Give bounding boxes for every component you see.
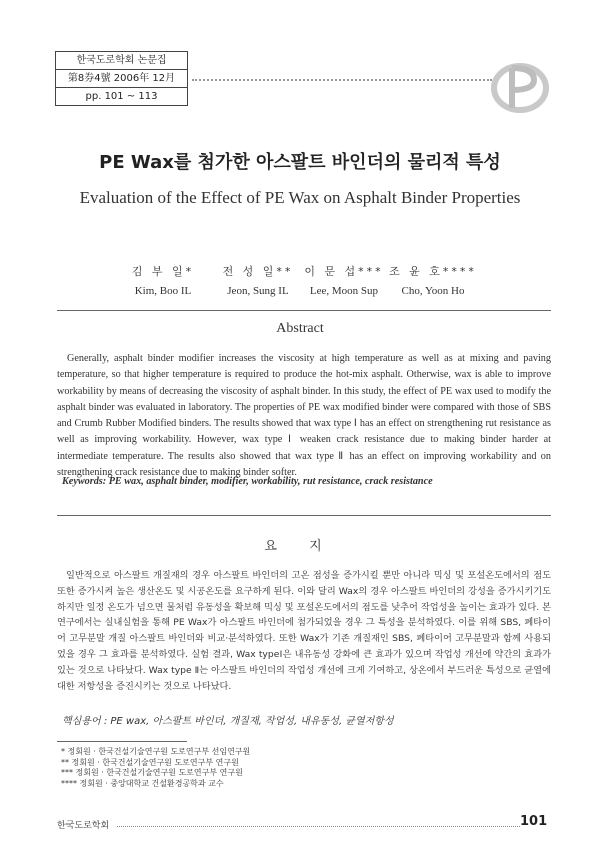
author-1-ko: 김 부 일*: [131, 265, 195, 278]
footnote-1: * 정회원 · 한국건설기술연구원 도로연구부 선임연구원: [61, 747, 251, 756]
journal-pages: pp. 101 ~ 113: [85, 91, 158, 102]
author-3-ko: 이 문 섭***: [304, 265, 384, 278]
author-1-en: Kim, Boo IL: [134, 285, 192, 297]
keywords-korean: 핵심용어 : PE wax, 아스팔트 바인더, 개질재, 작업성, 내유동성, 균열저항성: [62, 716, 394, 727]
author-3: [294, 263, 394, 297]
journal-name: 한국도로학회 논문집: [56, 52, 187, 70]
author-4-en: Cho, Yoon Ho: [401, 285, 465, 297]
footnote-2: ** 정회원 · 한국건설기술연구원 도로연구부 연구원: [61, 757, 239, 767]
abstract-bottom-rule: [57, 515, 551, 516]
author-4: [383, 263, 483, 297]
title-english: Evaluation of the Effect of PE Wax on Asphalt Binder Properties: [79, 188, 521, 207]
author-4-ko: 조 윤 호****: [389, 265, 477, 278]
footer-dotted-rule: [117, 826, 520, 827]
keywords-english: Keywords: PE wax, asphalt binder, modifier, workability, rut resistance, crack resistance: [62, 476, 433, 487]
korean-abstract-body: 일반적으로 아스팔트 개질재의 경우 아스팔트 바인더의 고온 점성을 증가시킬 뿐만 아니라 믹싱 및 포설온도에서의 점도 또한 증가시켜 높은 생산온도 및 시공온도를 요구하게 된다. 이와 달리 Wax의 경우 아스팔트 바인더의 강성을 증가시키기도 하지만 일정 온도가 넘으면 물처럼 유동성을 확보해 믹싱 및 포설온도에서의 점도를 낮추어 작업성을 높이는 효과가 있다. 본 연구에서는 실내실험을 통해 PE Wax가 아스팔트 바인더에 첨가되었을 경우 그 특성을 분석하였다. 이를 위해 SBS, 폐타이어 고무분말 개질 아스팔트 바인더와 비교·분석하였다. 또한 Wax가 기존 개질재인 SBS, 폐타이어 고무분말과 함께 사용되었을 경우 그 효과를 분석하였다. 실험 결과, Wax typeⅠ은 내유동성 강화에 큰 효과가 있으며 작업성 개선에 약간의 효과가 있는 것으로 나타났다. Wax type Ⅱ는 아스팔트 바인더의 작업성 개선에 크게 기여하고, 상온에서 부드러운 특성으로 균열에 대한 저항성을 증진시키는 것으로 나타났다.: [57, 570, 551, 692]
author-2: [208, 263, 308, 297]
korean-abstract-heading: 요 지: [264, 539, 336, 554]
header-dotted-rule: [192, 79, 492, 81]
author-2-en: Jeon, Sung IL: [227, 285, 289, 297]
page-number: 101: [520, 814, 548, 829]
abstract-top-rule: [57, 310, 551, 311]
abstract-heading: Abstract: [276, 321, 324, 336]
author-3-en: Lee, Moon Sup: [309, 285, 379, 297]
journal-logo-icon: [490, 58, 550, 114]
footnote-4: **** 정회원 · 중앙대학교 건설환경공학과 교수: [61, 778, 224, 788]
journal-info-box: [55, 51, 188, 106]
footer-society-name: 한국도로학회: [57, 821, 110, 831]
abstract-body: Generally, asphalt binder modifier increases the viscosity at high temperature as well as at mixing and paving temperature, so that higher temperature is required to produce the hot-mix asphalt. Otherwise, wax is able to improve workability by means of decreasing the viscosity of asphalt binder. In this study, the effect of PE wax used to modify the asphalt binder was evaluated in laboratory. The properties of PE wax modified binder were compared with those of SBS and Crumb Rubber Modified binders. The results showed that wax type Ⅰ has an effect on strengthening rut resistance as well as improving workability. However, wax type Ⅰ weaken crack resistance due to making binder harder at intermediate temperature. The results also showed that wax type Ⅱ has an effect on improving workability and on strengthening crack resistance due to making binder softer.: [57, 353, 551, 479]
footnotes: [61, 747, 250, 789]
journal-issue: 第8券4號 2006年 12月: [56, 70, 187, 88]
footnote-3: *** 정회원 · 한국건설기술연구원 도로연구부 연구원: [61, 768, 243, 778]
author-1: [113, 263, 213, 297]
title-korean: PE Wax를 첨가한 아스팔트 바인더의 물리적 특성: [99, 152, 501, 173]
author-2-ko: 전 성 일**: [222, 265, 294, 278]
footnote-rule: [57, 741, 187, 742]
